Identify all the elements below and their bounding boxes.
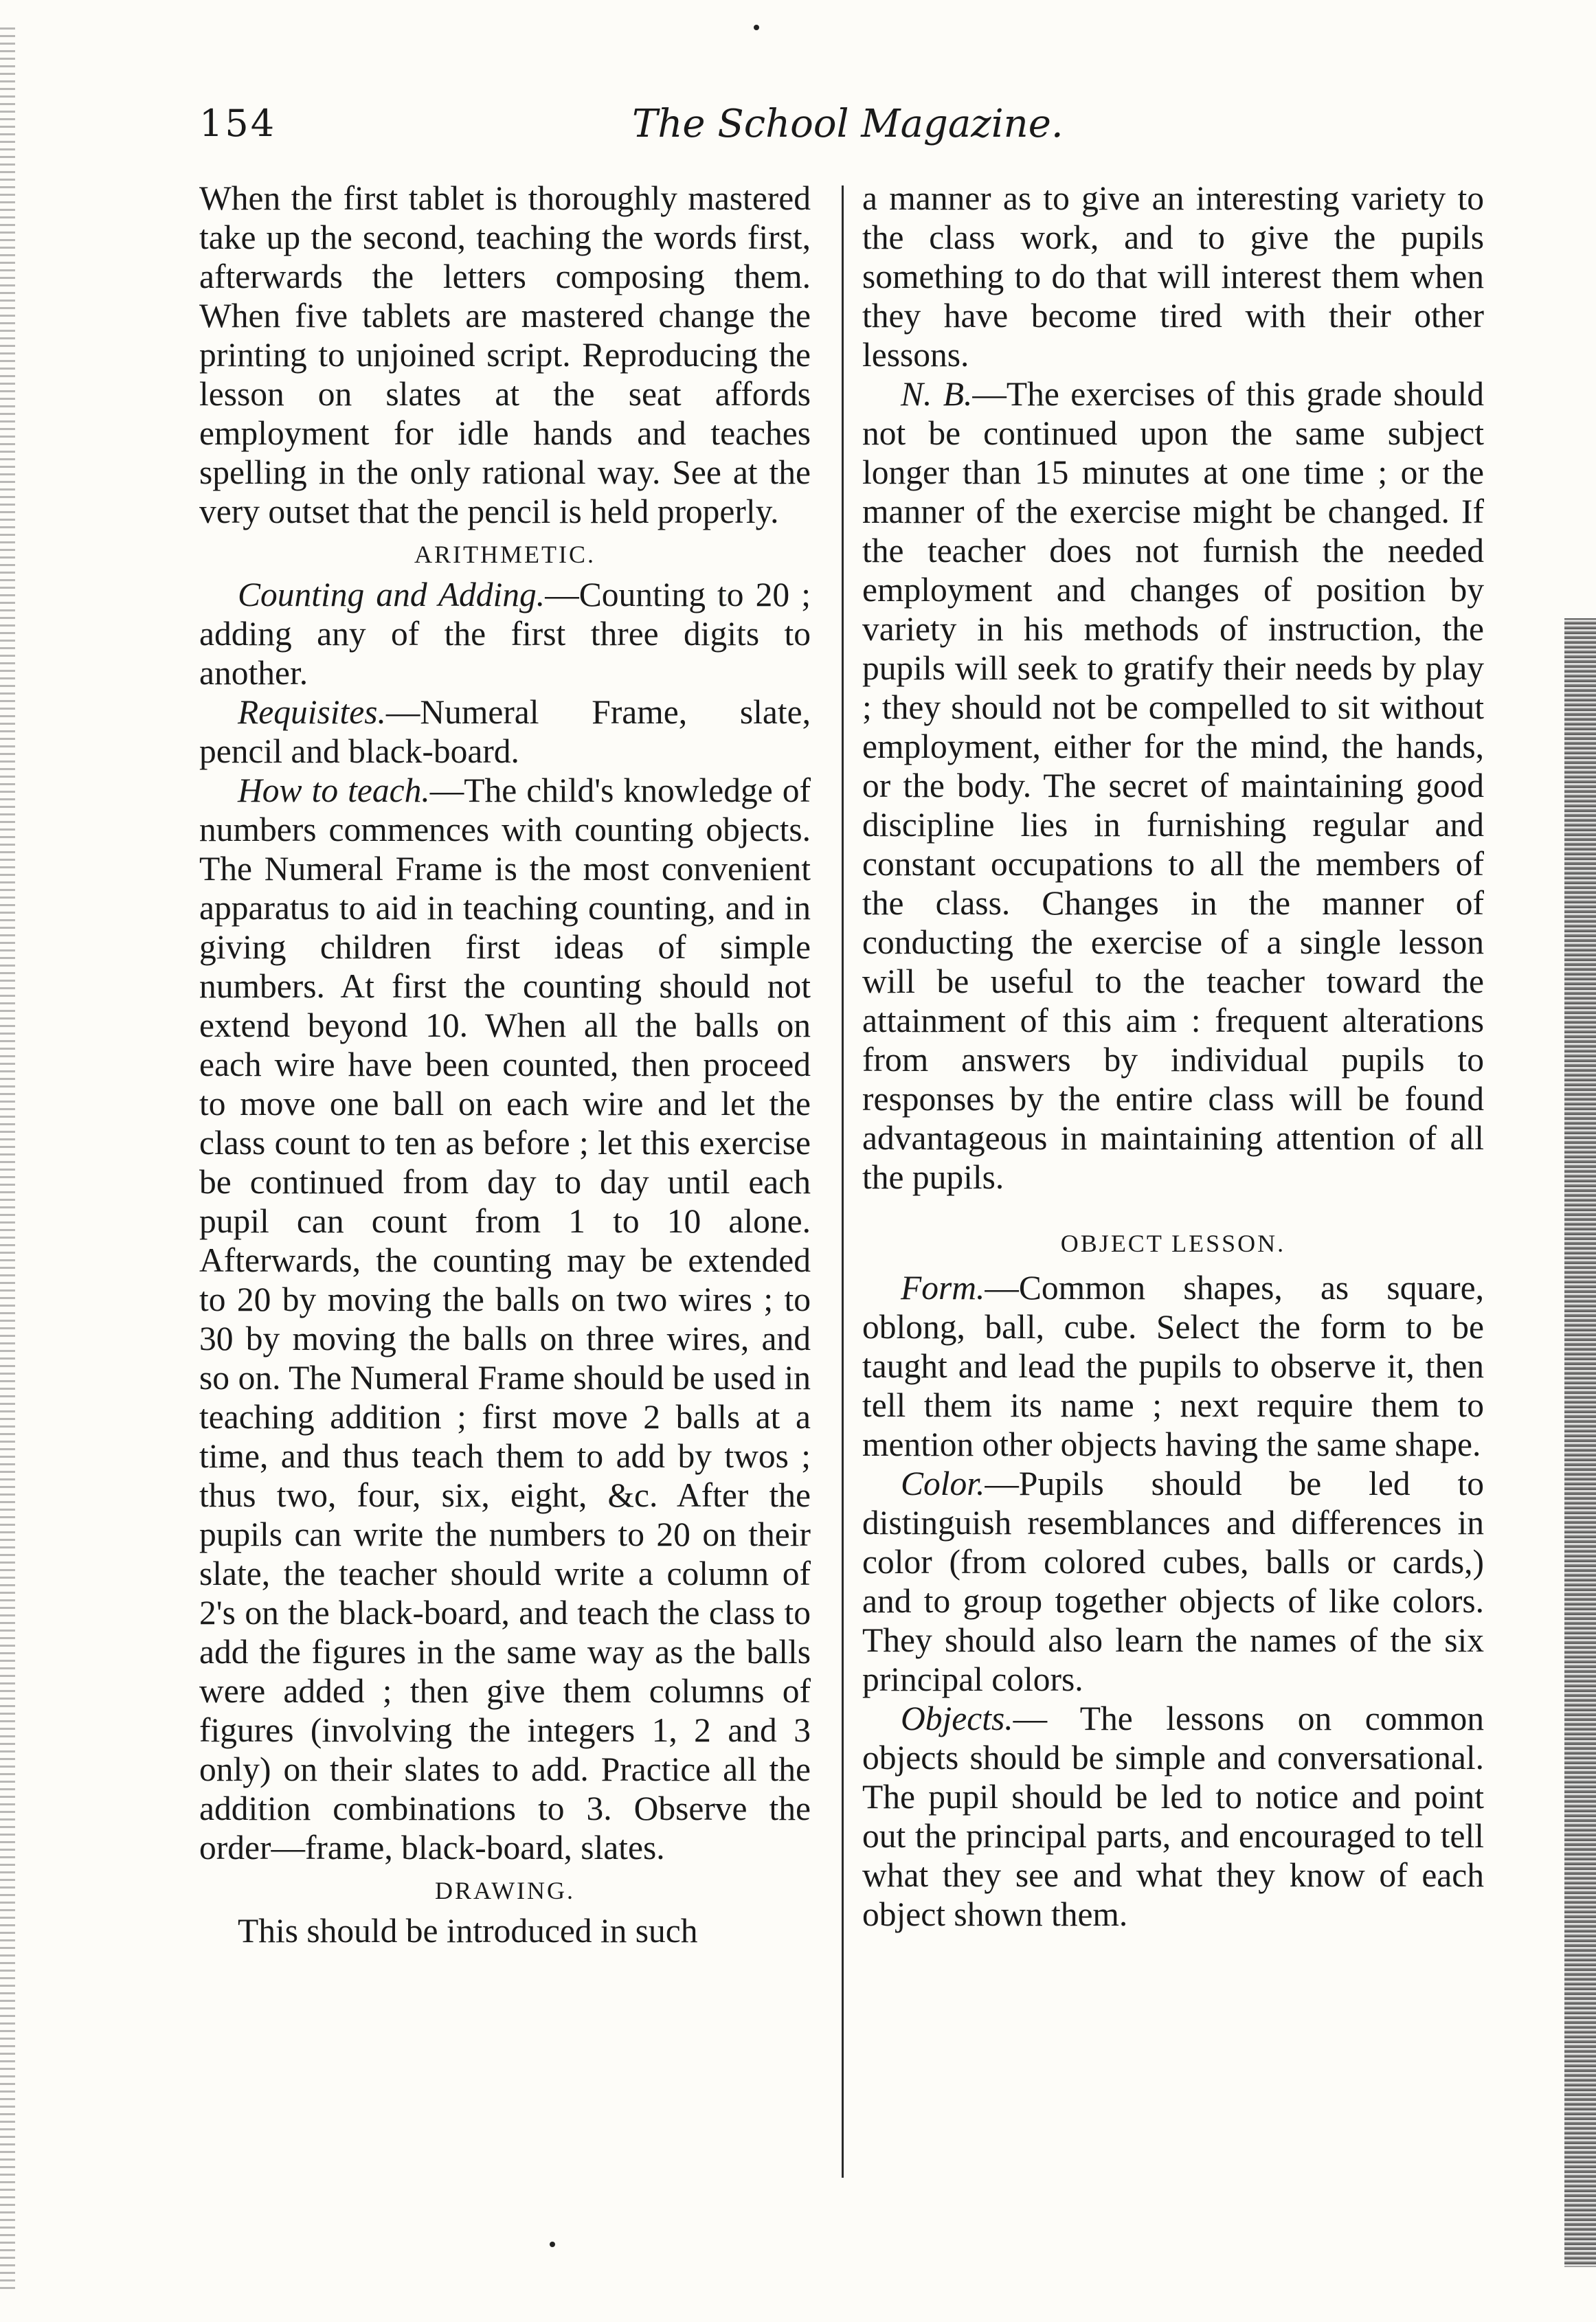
column-divider [842, 185, 844, 2178]
paragraph-text: —The exercises of this grade should not be continued upon the same subject longer than 15 minutes at one time ; or the manner of the exercise might be changed. If the teacher does not furnish the needed employment and changes of position by variety in his methods of instruction, the pupils will seek to gratify their needs by play ; they should not be compelled to sit without employment, either for the mind, the hands, or the body. The secret of maintaining good discipline lies in furnishing regular and constant occupations to all the members of the class. Changes in the manner of conducting the exercise of a single lesson will be useful to the teacher toward the attainment of this aim : frequent alterations from answers by individual pupils to responses by the entire class will be found advantageous in maintaining attention of all the pupils. [862, 375, 1484, 1196]
running-title: The School Magazine. [632, 102, 1064, 146]
right-column [862, 179, 1484, 2185]
paragraph-color [862, 1464, 1484, 1699]
paragraph-lead: Counting and Adding. [238, 576, 546, 613]
paragraph-text: —Common shapes, as square, oblong, ball, cube. Select the form to be taught and lead the pupils to observe it, then tell them its name ; next require them to mention other objects having the same shape. [862, 1269, 1484, 1463]
paragraph-text: —The child's knowledge of numbers commences with counting objects. The Numeral Frame is the most convenient apparatus to aid in teaching counting, and in giving children first ideas of simple numbers. At first the counting should not extend beyond 10. When all the balls on each wire have been counted, then proceed to move one ball on each wire and let the class count to ten as before ; let this exercise be continued from day to day until each pupil can count from 1 to 10 alone. Afterwards, the counting may be extended to 20 by moving the balls on two wires ; to 30 by moving the balls on three wires, and so on. The Numeral Frame should be used in teaching addition ; first move 2 balls at a time, and thus teach them to add by twos ; thus two, four, six, eight, &c. After the pupils can write the numbers to 20 on their slate, the teacher should write a column of 2's on the black-board, and teach the class to add the figures in the same way as the balls were added ; then give them columns of figures (involving the integers 1, 2 and 3 only) on their slates to add. Practice all the addition combinations to 3. Observe the order—frame, black-board, slates. [199, 771, 811, 1867]
paragraph-lead: N. B. [901, 375, 973, 413]
section-heading-arithmetic: ARITHMETIC. [414, 541, 596, 568]
paragraph-form [862, 1268, 1484, 1464]
paragraph-drawing: This should be introduced in such [238, 1912, 698, 1950]
paragraph-text: —Pupils should be led to distinguish resemblances and differences in color (from colored cubes, balls or cards,) and to group together objects of like colors. They should also learn the names of the six principal colors. [862, 1465, 1484, 1698]
paragraph-lead: Objects. [901, 1700, 1013, 1737]
page-number: 154 [199, 102, 277, 145]
scan-edge [1564, 618, 1596, 2267]
paragraph-lead: Color. [901, 1465, 985, 1502]
page-header [199, 102, 1064, 150]
paragraph-nb [862, 374, 1484, 1197]
ink-speck [754, 25, 759, 30]
left-column [199, 179, 811, 2185]
ink-speck [550, 2242, 555, 2247]
paragraph-lead: Form. [901, 1269, 985, 1307]
paragraph-how-to-teach [199, 771, 811, 1867]
paragraph-lead: How to teach. [238, 771, 430, 809]
section-heading-object-lesson: OBJECT LESSON. [1060, 1230, 1286, 1257]
paragraph-text: —Numeral Frame, slate, pencil and black-board. [199, 693, 811, 770]
paragraph: a manner as to give an interesting variety to the class work, and to give the pupils something to do that will interest them when they have become tired with their other lessons. [862, 179, 1484, 374]
paragraph-objects [862, 1699, 1484, 1934]
paragraph-requisites [199, 692, 811, 771]
paragraph-text: — The lessons on common objects should be simple and conversational. The pupil should be led to notice and point out the principal parts, and encouraged to tell what they see and what they know of each object shown them. [862, 1700, 1484, 1933]
binding-edge [0, 27, 15, 2295]
paragraph-lead: Requisites. [238, 693, 386, 731]
paragraph-text: —Counting to 20 ; adding any of the first three digits to another. [199, 576, 811, 692]
section-heading-drawing: DRAWING. [434, 1877, 576, 1904]
paragraph-counting [199, 575, 811, 692]
paragraph: When the first tablet is thoroughly mastered take up the second, teaching the words first, afterwards the letters composing them. When five tablets are mastered change the printing to unjoined script. Reproducing the lesson on slates at the seat affords employment for idle hands and teaches spelling in the only rational way. See at the very outset that the pencil is held properly. [199, 179, 811, 530]
